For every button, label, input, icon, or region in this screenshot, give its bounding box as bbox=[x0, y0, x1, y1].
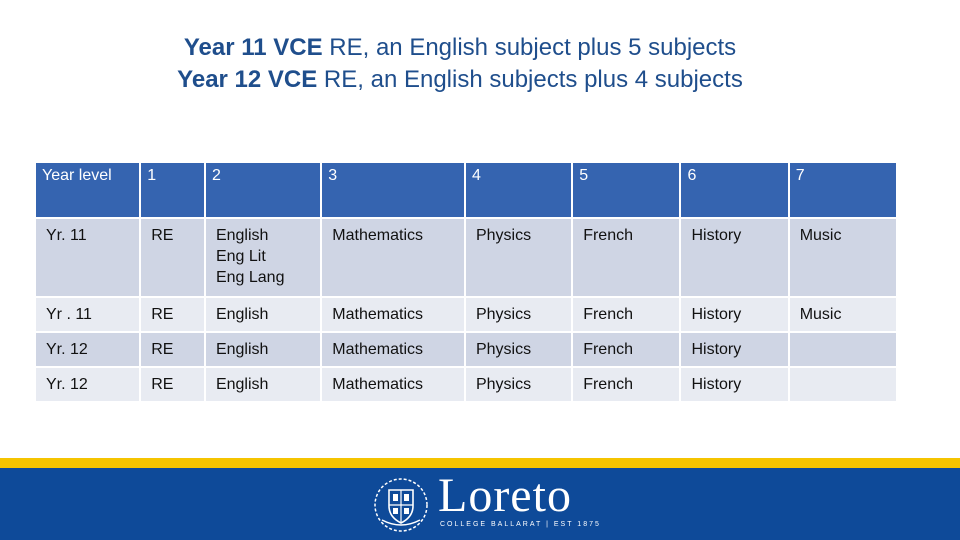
header-col-6: 6 bbox=[681, 163, 787, 217]
cell-subject-2: English bbox=[206, 298, 320, 331]
cell-line: English bbox=[215, 227, 269, 244]
cell-subject-6: History bbox=[681, 219, 787, 296]
title-line-2 bbox=[0, 64, 920, 96]
cell-subject-6: History bbox=[681, 298, 787, 331]
header-col-2: 2 bbox=[206, 163, 320, 217]
cell-subject-4: Physics bbox=[466, 333, 571, 366]
cell-subject-4: Physics bbox=[466, 219, 571, 296]
cell-subject-2: English bbox=[206, 333, 320, 366]
cell-subject-7 bbox=[790, 333, 896, 366]
header-year-level: Year level bbox=[36, 163, 139, 217]
title-line-1 bbox=[0, 32, 920, 64]
cell-subject-3: Mathematics bbox=[322, 333, 464, 366]
table-row bbox=[36, 368, 896, 401]
cell-subject-1: RE bbox=[141, 368, 204, 401]
header-col-7: 7 bbox=[790, 163, 896, 217]
cell-line: Eng Lit bbox=[215, 248, 266, 265]
cell-subject-5: French bbox=[573, 333, 679, 366]
cell-subject-5: French bbox=[573, 368, 679, 401]
title-line-1-rest: RE, an English subject plus 5 subjects bbox=[322, 34, 737, 61]
table-row bbox=[36, 298, 896, 331]
cell-subject-7: Music bbox=[790, 298, 896, 331]
table-header-row bbox=[36, 163, 896, 217]
cell-subject-7 bbox=[790, 368, 896, 401]
cell-year-level: Yr. 12 bbox=[36, 333, 139, 366]
header-col-4: 4 bbox=[466, 163, 571, 217]
cell-subject-3: Mathematics bbox=[322, 219, 464, 296]
title-line-2-rest: RE, an English subjects plus 4 subjects bbox=[317, 66, 743, 93]
cell-year-level: Yr. 12 bbox=[36, 368, 139, 401]
cell-subject-6: History bbox=[681, 333, 787, 366]
logo-subtext: COLLEGE BALLARAT | EST 1875 bbox=[440, 521, 601, 528]
cell-subject-4: Physics bbox=[466, 298, 571, 331]
cell-subject-4: Physics bbox=[466, 368, 571, 401]
table-row bbox=[36, 219, 896, 296]
cell-subject-1: RE bbox=[141, 298, 204, 331]
cell-subject-1: RE bbox=[141, 219, 204, 296]
cell-subject-1: RE bbox=[141, 333, 204, 366]
cell-subject-5: French bbox=[573, 219, 679, 296]
cell-subject-2 bbox=[206, 219, 320, 296]
table-row bbox=[36, 333, 896, 366]
cell-subject-3: Mathematics bbox=[322, 298, 464, 331]
subjects-table bbox=[34, 161, 898, 403]
logo-wordmark: Loreto bbox=[438, 469, 572, 522]
cell-year-level: Yr. 11 bbox=[36, 219, 139, 296]
crest-icon bbox=[372, 476, 430, 534]
footer-accent-stripe bbox=[0, 458, 960, 468]
header-col-5: 5 bbox=[573, 163, 679, 217]
cell-line: Eng Lang bbox=[215, 269, 285, 286]
header-col-3: 3 bbox=[322, 163, 464, 217]
cell-subject-5: French bbox=[573, 298, 679, 331]
cell-subject-2: English bbox=[206, 368, 320, 401]
cell-year-level: Yr . 11 bbox=[36, 298, 139, 331]
title-line-2-bold: Year 12 VCE bbox=[177, 66, 318, 93]
header-col-1: 1 bbox=[141, 163, 204, 217]
slide-title bbox=[0, 32, 920, 96]
cell-subject-3: Mathematics bbox=[322, 368, 464, 401]
cell-subject-7: Music bbox=[790, 219, 896, 296]
title-line-1-bold: Year 11 VCE bbox=[183, 34, 323, 61]
cell-subject-6: History bbox=[681, 368, 787, 401]
